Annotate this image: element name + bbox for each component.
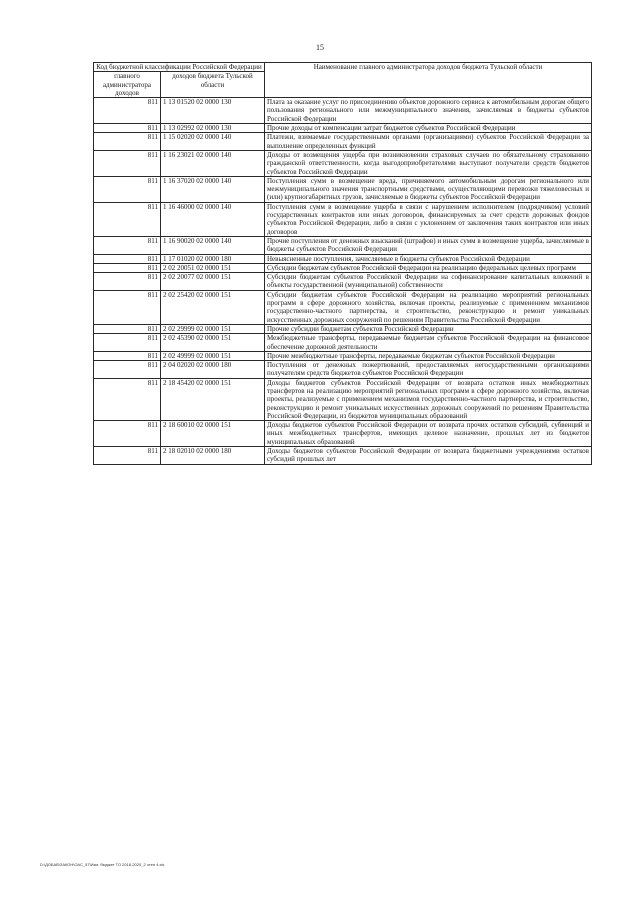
income-code-cell: 1 13 02992 02 0000 130 <box>161 124 265 133</box>
income-code-cell: 2 02 29999 02 0000 151 <box>161 324 265 333</box>
table-row <box>94 290 592 324</box>
income-name-cell: Платежи, взимаемые государственными органами (организациями) субъектов Российской Федерации за выполнение определенных функций <box>265 133 592 151</box>
table-row <box>94 254 592 263</box>
income-name-cell: Плата за оказание услуг по присоединению объектов дорожного сервиса к автомобильным дорогам общего пользования регионального или межмуниципального значения, зачисляемая в бюджеты субъектов Российской Федерации <box>265 98 592 124</box>
admin-code-cell: 811 <box>94 351 161 360</box>
admin-code-cell: 811 <box>94 236 161 254</box>
income-name-cell: Невыясненные поступления, зачисляемые в бюджеты субъектов Российской Федерации <box>265 254 592 263</box>
admin-code-cell: 811 <box>94 202 161 236</box>
file-path-footer: D:\ДОБАВ\ЗАКОН\ОАС_57\Изм. бюджет ТО 2018-2020_2 чтен 4.xls <box>40 862 165 867</box>
income-code-cell: 1 15 02020 02 0000 140 <box>161 133 265 151</box>
header-classification-code: Код бюджетной классификации Российской Федерации <box>94 63 265 72</box>
income-code-cell: 2 18 60010 02 0000 151 <box>161 421 265 447</box>
table-row <box>94 361 592 379</box>
income-name-cell: Субсидии бюджетам субъектов Российской Федерации на реализацию мероприятий региональных программ в сфере дорожного хозяйства, включая проекты, реализуемые с применением механизмов государственно-частного партнерства, и строительство, реконструкцию и ремонт уникальных искусственных дорожных сооружений по решениям Правительства Российской Федерации <box>265 290 592 324</box>
income-name-cell: Прочие межбюджетные трансферты, передаваемые бюджетам субъектов Российской Федерации <box>265 351 592 360</box>
admin-code-cell: 811 <box>94 421 161 447</box>
income-code-cell: 2 02 20077 02 0000 151 <box>161 273 265 291</box>
admin-code-cell: 811 <box>94 334 161 352</box>
income-code-cell: 2 02 49999 02 0000 151 <box>161 351 265 360</box>
table-row <box>94 447 592 465</box>
table-row <box>94 263 592 272</box>
admin-code-cell: 811 <box>94 98 161 124</box>
income-code-cell: 2 02 20051 02 0000 151 <box>161 263 265 272</box>
income-code-cell: 1 16 46000 02 0000 140 <box>161 202 265 236</box>
table-row <box>94 176 592 202</box>
table-row <box>94 150 592 176</box>
page-number: 15 <box>316 43 324 52</box>
admin-code-cell: 811 <box>94 263 161 272</box>
budget-classification-table <box>93 62 592 465</box>
income-name-cell: Доходы от возмещения ущерба при возникновении страховых случаев по обязательному страхованию гражданской ответственности, когда выгодоприобретателями выступают получатели средств бюджетов субъектов Российской Федерации <box>265 150 592 176</box>
income-name-cell: Прочие доходы от компенсации затрат бюджетов субъектов Российской Федерации <box>265 124 592 133</box>
income-name-cell: Доходы бюджетов субъектов Российской Федерации от возврата остатков иных межбюджетных трансфертов на реализацию мероприятий региональных программ в сфере дорожного хозяйства, включая проекты, реализуемые с применением механизмов государственно-частного партнерства, и строительство, реконструкцию и ремонт уникальных искусственных дорожных сооружений по решениям Правительства Российской Федерации, из бюджетов муниципальных образований <box>265 378 592 420</box>
table-row <box>94 273 592 291</box>
admin-code-cell: 811 <box>94 290 161 324</box>
income-code-cell: 1 16 23021 02 0000 140 <box>161 150 265 176</box>
table-row <box>94 351 592 360</box>
table-row <box>94 124 592 133</box>
admin-code-cell: 811 <box>94 254 161 263</box>
income-name-cell: Субсидии бюджетам субъектов Российской Федерации на реализацию федеральных целевых программ <box>265 263 592 272</box>
income-code-cell: 2 04 02020 02 0000 180 <box>161 361 265 379</box>
income-code-cell: 1 17 01020 02 0000 180 <box>161 254 265 263</box>
income-code-cell: 1 16 90020 02 0000 140 <box>161 236 265 254</box>
income-name-cell: Поступления сумм в возмещение ущерба в связи с нарушением исполнителем (подрядчиком) условий государственных контрактов или иных договоров, финансируемых за счет средств дорожных фондов субъектов Российской Федерации, либо в связи с уклонением от заключения таких контрактов или иных договоров <box>265 202 592 236</box>
income-name-cell: Субсидии бюджетам субъектов Российской Федерации на софинансирование капитальных вложений в объекты государственной (муниципальной) собственности <box>265 273 592 291</box>
table-row <box>94 421 592 447</box>
table-row <box>94 202 592 236</box>
header-administrator-name: Наименование главного администратора доходов бюджета Тульской области <box>265 63 592 98</box>
income-name-cell: Поступления от денежных пожертвований, предоставляемых негосударственными организациями получателям средств бюджетов субъектов Российской Федерации <box>265 361 592 379</box>
header-income-code: доходов бюджета Тульской области <box>161 72 265 98</box>
header-admin-code: главного администратора доходов <box>94 72 161 98</box>
income-name-cell: Прочие субсидии бюджетам субъектов Российской Федерации <box>265 324 592 333</box>
income-code-cell: 2 02 45390 02 0000 151 <box>161 334 265 352</box>
admin-code-cell: 811 <box>94 124 161 133</box>
table-row <box>94 378 592 420</box>
table-header <box>94 63 592 98</box>
income-code-cell: 2 02 25420 02 0000 151 <box>161 290 265 324</box>
table-row <box>94 324 592 333</box>
admin-code-cell: 811 <box>94 133 161 151</box>
admin-code-cell: 811 <box>94 378 161 420</box>
income-code-cell: 1 13 01520 02 0000 130 <box>161 98 265 124</box>
admin-code-cell: 811 <box>94 324 161 333</box>
admin-code-cell: 811 <box>94 361 161 379</box>
table-row <box>94 133 592 151</box>
admin-code-cell: 811 <box>94 447 161 465</box>
income-name-cell: Прочие поступления от денежных взысканий (штрафов) и иных сумм в возмещение ущерба, зачисляемые в бюджеты субъектов Российской Федерации <box>265 236 592 254</box>
admin-code-cell: 811 <box>94 273 161 291</box>
income-code-cell: 2 18 45420 02 0000 151 <box>161 378 265 420</box>
admin-code-cell: 811 <box>94 150 161 176</box>
income-code-cell: 1 16 37020 02 0000 140 <box>161 176 265 202</box>
income-name-cell: Доходы бюджетов субъектов Российской Федерации от возврата бюджетными учреждениями остатков субсидий прошлых лет <box>265 447 592 465</box>
table-body <box>94 98 592 464</box>
table-row <box>94 334 592 352</box>
income-name-cell: Поступления сумм в возмещение вреда, причиняемого автомобильным дорогам регионального или межмуниципального значения транспортными средствами, осуществляющими перевозки тяжеловесных и (или) крупногабаритных грузов, зачисляемые в бюджеты субъектов Российской Федерации <box>265 176 592 202</box>
income-name-cell: Межбюджетные трансферты, передаваемые бюджетам субъектов Российской Федерации на финансовое обеспечение дорожной деятельности <box>265 334 592 352</box>
admin-code-cell: 811 <box>94 176 161 202</box>
income-name-cell: Доходы бюджетов субъектов Российской Федерации от возврата прочих остатков субсидий, субвенций и иных межбюджетных трансфертов, имеющих целевое назначение, прошлых лет из бюджетов муниципальных образований <box>265 421 592 447</box>
income-code-cell: 2 18 02010 02 0000 180 <box>161 447 265 465</box>
table-row <box>94 236 592 254</box>
table-row <box>94 98 592 124</box>
